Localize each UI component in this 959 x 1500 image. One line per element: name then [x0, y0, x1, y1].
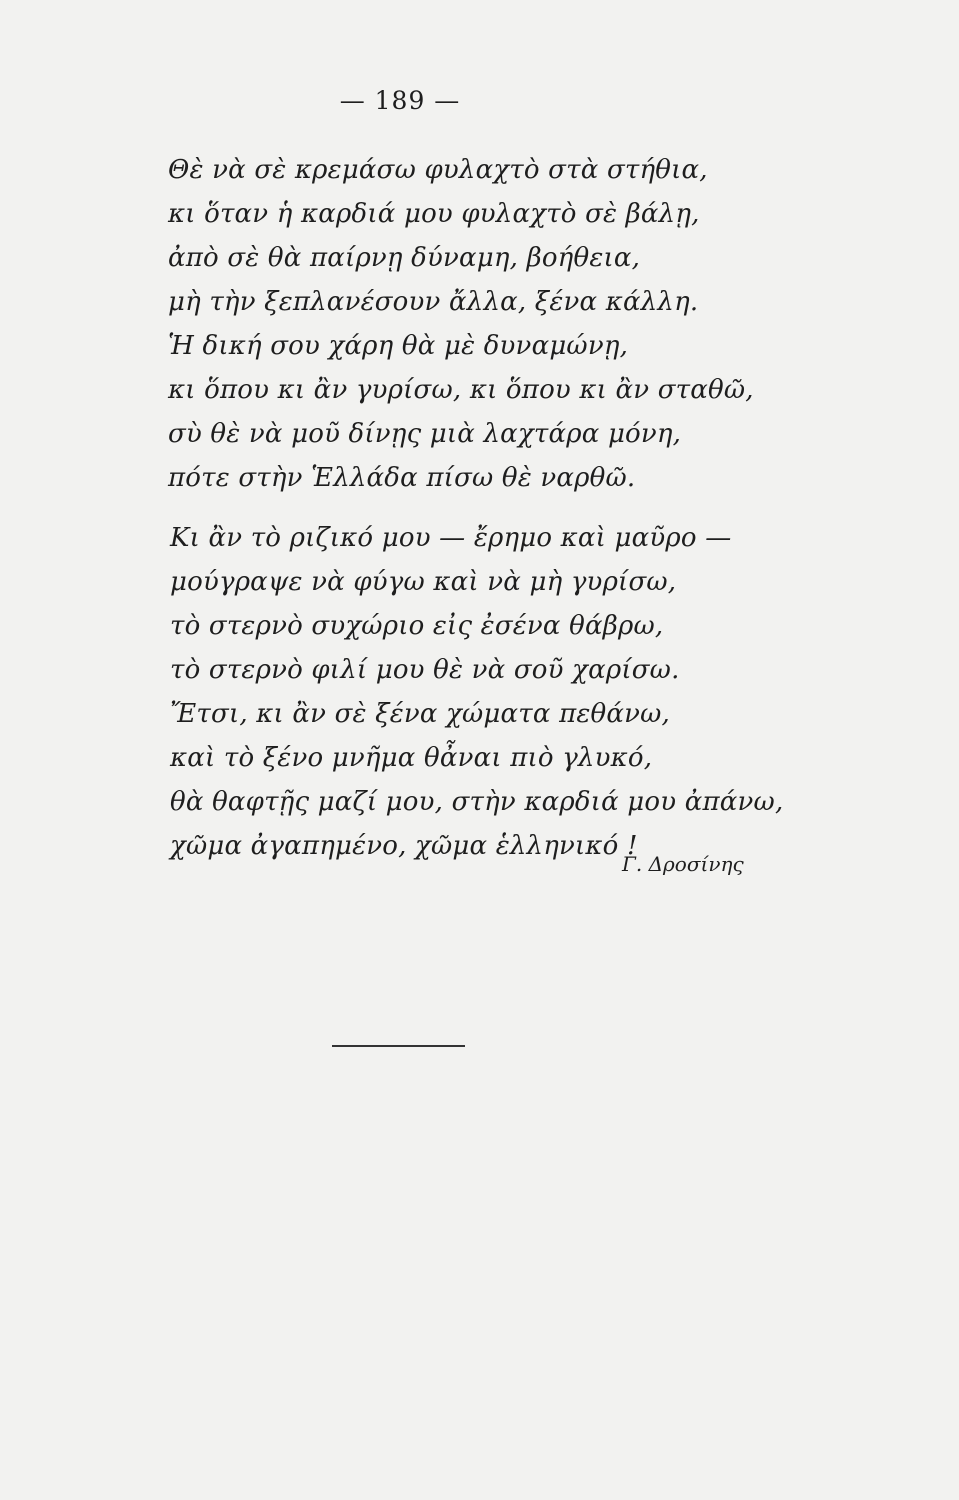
poem-line: τὸ στερνὸ συχώριο εἰς ἐσένα θάβρω,: [170, 611, 664, 641]
stanza-1: [168, 148, 754, 500]
page-number: — 189 —: [339, 86, 461, 115]
author-signature: Γ. Δροσίνης: [622, 852, 744, 876]
poem-line: Ἡ δική σου χάρη θὰ μὲ δυναμώνῃ,: [168, 331, 629, 361]
poem-line: μὴ τὴν ξεπλανέσουν ἄλλα, ξένα κάλλη.: [168, 287, 699, 317]
poem-line: σὺ θὲ νὰ μοῦ δίνῃς μιὰ λαχτάρα μόνη,: [168, 419, 682, 449]
poem-line: κι ὅπου κι ἂν γυρίσω, κι ὅπου κι ἂν σταθῶ,: [168, 375, 754, 405]
poem-line: Κι ἂν τὸ ριζικό μου — ἔρημο καὶ μαῦρο —: [170, 523, 732, 553]
poem-line: μούγραψε νὰ φύγω καὶ νὰ μὴ γυρίσω,: [170, 567, 677, 597]
horizontal-rule: [332, 1045, 465, 1047]
poem-line: τὸ στερνὸ φιλί μου θὲ νὰ σοῦ χαρίσω.: [170, 655, 680, 685]
poem-line: πότε στὴν Ἑλλάδα πίσω θὲ ναρθῶ.: [168, 463, 636, 493]
stanza-2: [170, 516, 783, 868]
poem-line: Θὲ νὰ σὲ κρεμάσω φυλαχτὸ στὰ στήθια,: [168, 155, 708, 185]
poem-line: θὰ θαφτῇς μαζί μου, στὴν καρδιά μου ἀπάνω,: [170, 787, 784, 817]
poem-line: Ἔτσι, κι ἂν σὲ ξένα χώματα πεθάνω,: [170, 699, 671, 729]
poem-line: καὶ τὸ ξένο μνῆμα θἆναι πιὸ γλυκό,: [170, 743, 653, 773]
poem-line: κι ὅταν ἡ καρδιά μου φυλαχτὸ σὲ βάλῃ,: [168, 199, 700, 229]
poem-line: χῶμα ἀγαπημένο, χῶμα ἑλληνικό !: [170, 831, 638, 861]
poem-line: ἀπὸ σὲ θὰ παίρνῃ δύναμη, βοήθεια,: [168, 243, 641, 273]
